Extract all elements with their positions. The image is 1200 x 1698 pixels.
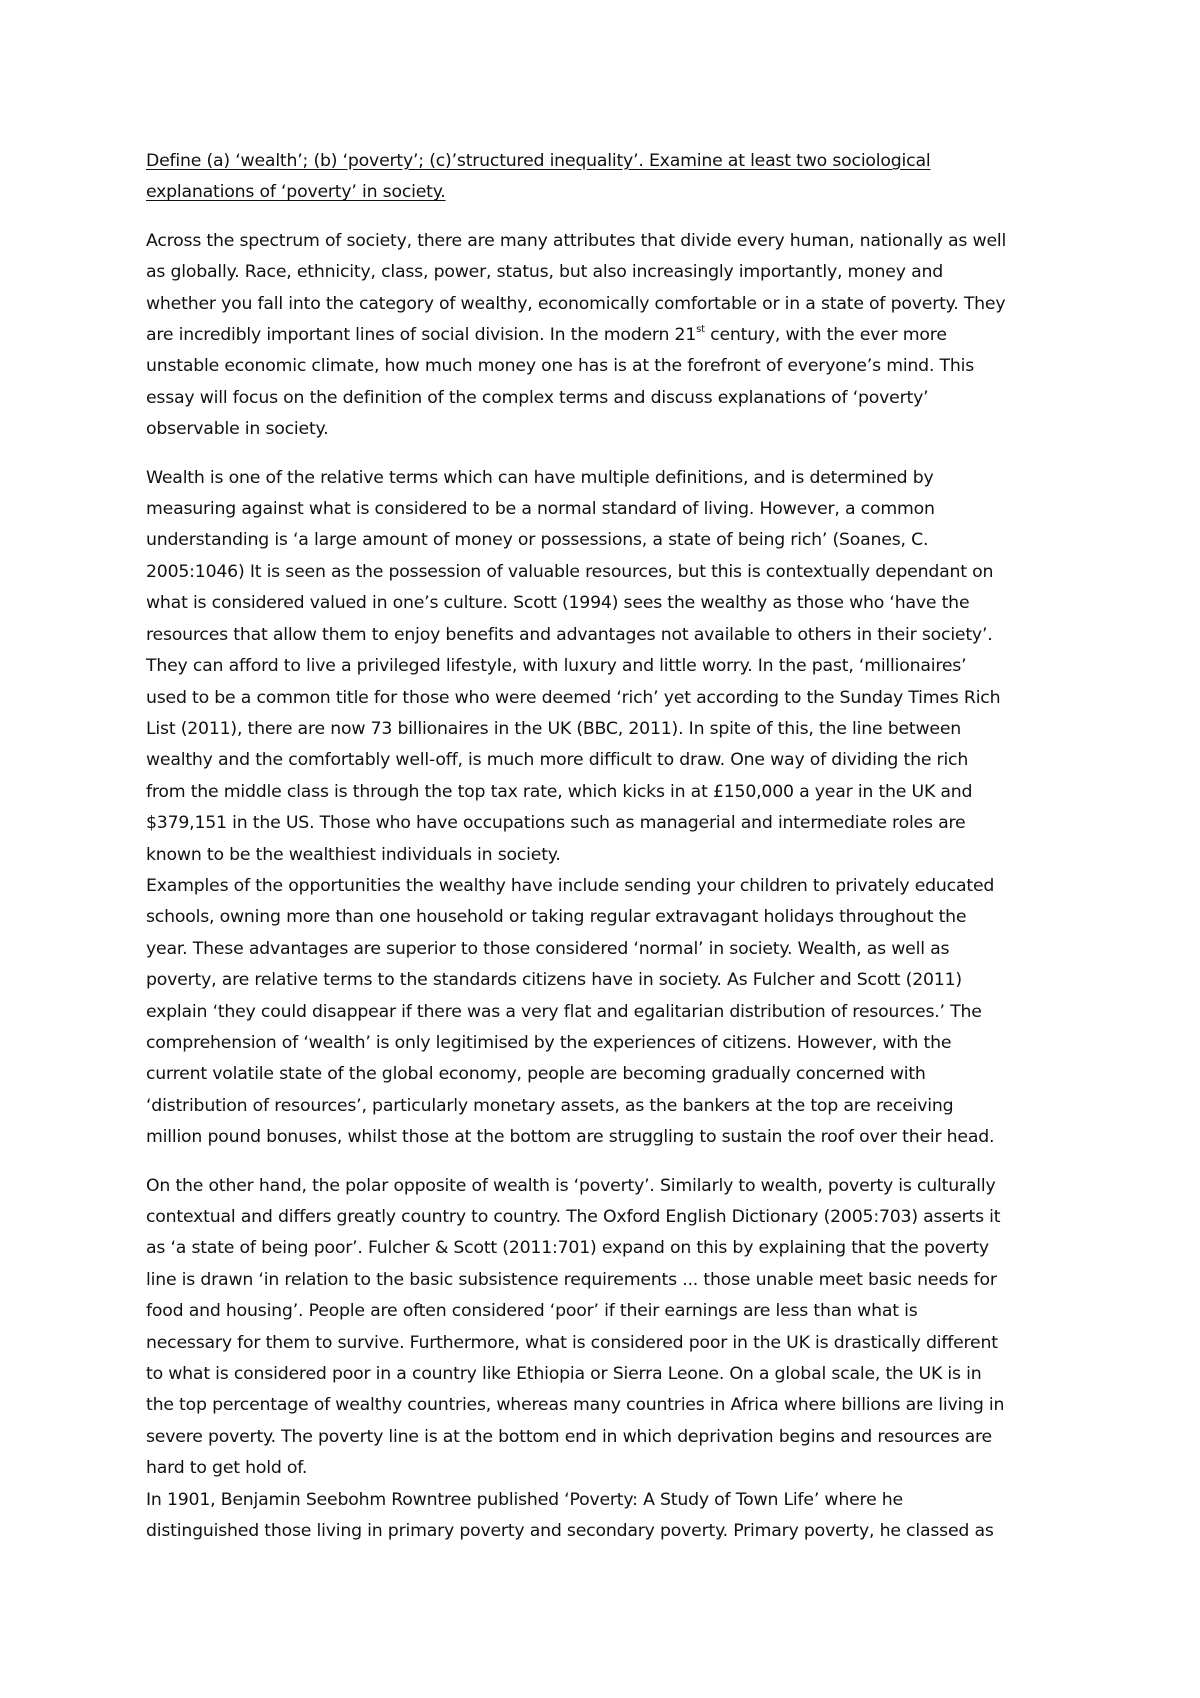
text-line: whether you fall into the category of wealthy, economically comfortable or in a state of poverty. They [146,293,1006,314]
text-line: ‘distribution of resources’, particularly monetary assets, as the bankers at the top are receiving [146,1095,954,1116]
text-line: resources that allow them to enjoy benefits and advantages not available to others in their society’. [146,624,993,645]
text-line: severe poverty. The poverty line is at the bottom end in which deprivation begins and resources are [146,1426,992,1447]
paragraph-poverty-definition [146,1171,1064,1485]
text-line: known to be the wealthiest individuals in society. [146,844,561,865]
text-line: In 1901, Benjamin Seebohm Rowntree published ‘Poverty: A Study of Town Life’ where he [146,1489,903,1510]
text-line: measuring against what is considered to be a normal standard of living. However, a common [146,499,935,520]
paragraph-introduction [146,226,1064,446]
text-line: the top percentage of wealthy countries, whereas many countries in Africa where billions are living in [146,1395,1005,1416]
text-line: current volatile state of the global economy, people are becoming gradually concerned with [146,1064,926,1085]
text-line: essay will focus on the definition of the complex terms and discuss explanations of ‘poverty’ [146,387,929,408]
text-line: million pound bonuses, whilst those at the bottom are struggling to sustain the roof over their head. [146,1127,995,1148]
ordinal-superscript: st [696,324,705,336]
text-line: comprehension of ‘wealth’ is only legitimised by the experiences of citizens. However, with the [146,1032,952,1053]
title-line: Define (a) ‘wealth’; (b) ‘poverty’; (c)’structured inequality’. Examine at least two sociological [146,151,931,171]
text-line: from the middle class is through the top tax rate, which kicks in at £150,000 a year in the UK and [146,781,973,802]
text-line: necessary for them to survive. Furthermore, what is considered poor in the UK is drastically different [146,1332,998,1353]
text-line: poverty, are relative terms to the standards citizens have in society. As Fulcher and Scott (2011) [146,970,962,991]
text-line: explain ‘they could disappear if there was a very flat and egalitarian distribution of resources.’ The [146,1001,982,1022]
text-line: schools, owning more than one household or taking regular extravagant holidays throughout the [146,907,967,928]
text-line [146,320,1064,351]
text-line: to what is considered poor in a country like Ethiopia or Sierra Leone. On a global scale, the UK is in [146,1364,982,1385]
text-line: contextual and differs greatly country to country. The Oxford English Dictionary (2005:703) asserts it [146,1207,1001,1227]
title-line: explanations of ‘poverty’ in society. [146,182,446,203]
text-line: $379,151 in the US. Those who have occupations such as managerial and intermediate roles are [146,813,966,834]
text-line: Examples of the opportunities the wealthy have include sending your children to privately educated [146,875,995,896]
text-line: Wealth is one of the relative terms which can have multiple definitions, and is determined by [146,467,934,488]
text-line: as ‘a state of being poor’. Fulcher & Scott (2011:701) expand on this by explaining that the poverty [146,1238,989,1259]
text-line: line is drawn ‘in relation to the basic subsistence requirements ... those unable meet basic needs for [146,1269,997,1290]
text-line: On the other hand, the polar opposite of wealth is ‘poverty’. Similarly to wealth, poverty is culturally [146,1175,996,1196]
essay-question-title [146,146,1064,209]
text-line: used to be a common title for those who were deemed ‘rich’ yet according to the Sunday Times Rich [146,687,1001,708]
paragraph-wealth-definition [146,463,1064,871]
text-line: as globally. Race, ethnicity, class, power, status, but also increasingly importantly, money and [146,262,943,283]
text-line: food and housing’. People are often considered ‘poor’ if their earnings are less than what is [146,1301,918,1322]
text-segment: century, with the ever more [704,325,947,346]
text-line: List (2011), there are now 73 billionaires in the UK (BBC, 2011). In spite of this, the line between [146,718,962,739]
text-line: 2005:1046) It is seen as the possession of valuable resources, but this is contextually dependant on [146,561,994,582]
text-line: observable in society. [146,419,329,440]
text-line: Across the spectrum of society, there are many attributes that divide every human, nationally as well [146,230,1007,251]
paragraph-wealth-examples [146,871,1064,1154]
text-segment: are incredibly important lines of social division. In the modern 21 [146,325,697,346]
paragraph-rowntree [146,1485,1064,1548]
text-line: year. These advantages are superior to those considered ‘normal’ in society. Wealth, as well as [146,938,950,959]
text-line: distinguished those living in primary poverty and secondary poverty. Primary poverty, he classed as [146,1521,994,1542]
text-line: wealthy and the comfortably well-off, is much more difficult to draw. One way of dividing the rich [146,750,969,771]
text-line: unstable economic climate, how much money one has is at the forefront of everyone’s mind. This [146,356,975,377]
text-line: understanding is ‘a large amount of money or possessions, a state of being rich’ (Soanes, C. [146,530,929,551]
text-line: hard to get hold of. [146,1458,308,1479]
text-line: They can afford to live a privileged lifestyle, with luxury and little worry. In the past, ‘millionaires’ [146,656,967,677]
document-body [146,146,1064,1547]
text-line: what is considered valued in one’s culture. Scott (1994) sees the wealthy as those who ‘have the [146,593,970,614]
